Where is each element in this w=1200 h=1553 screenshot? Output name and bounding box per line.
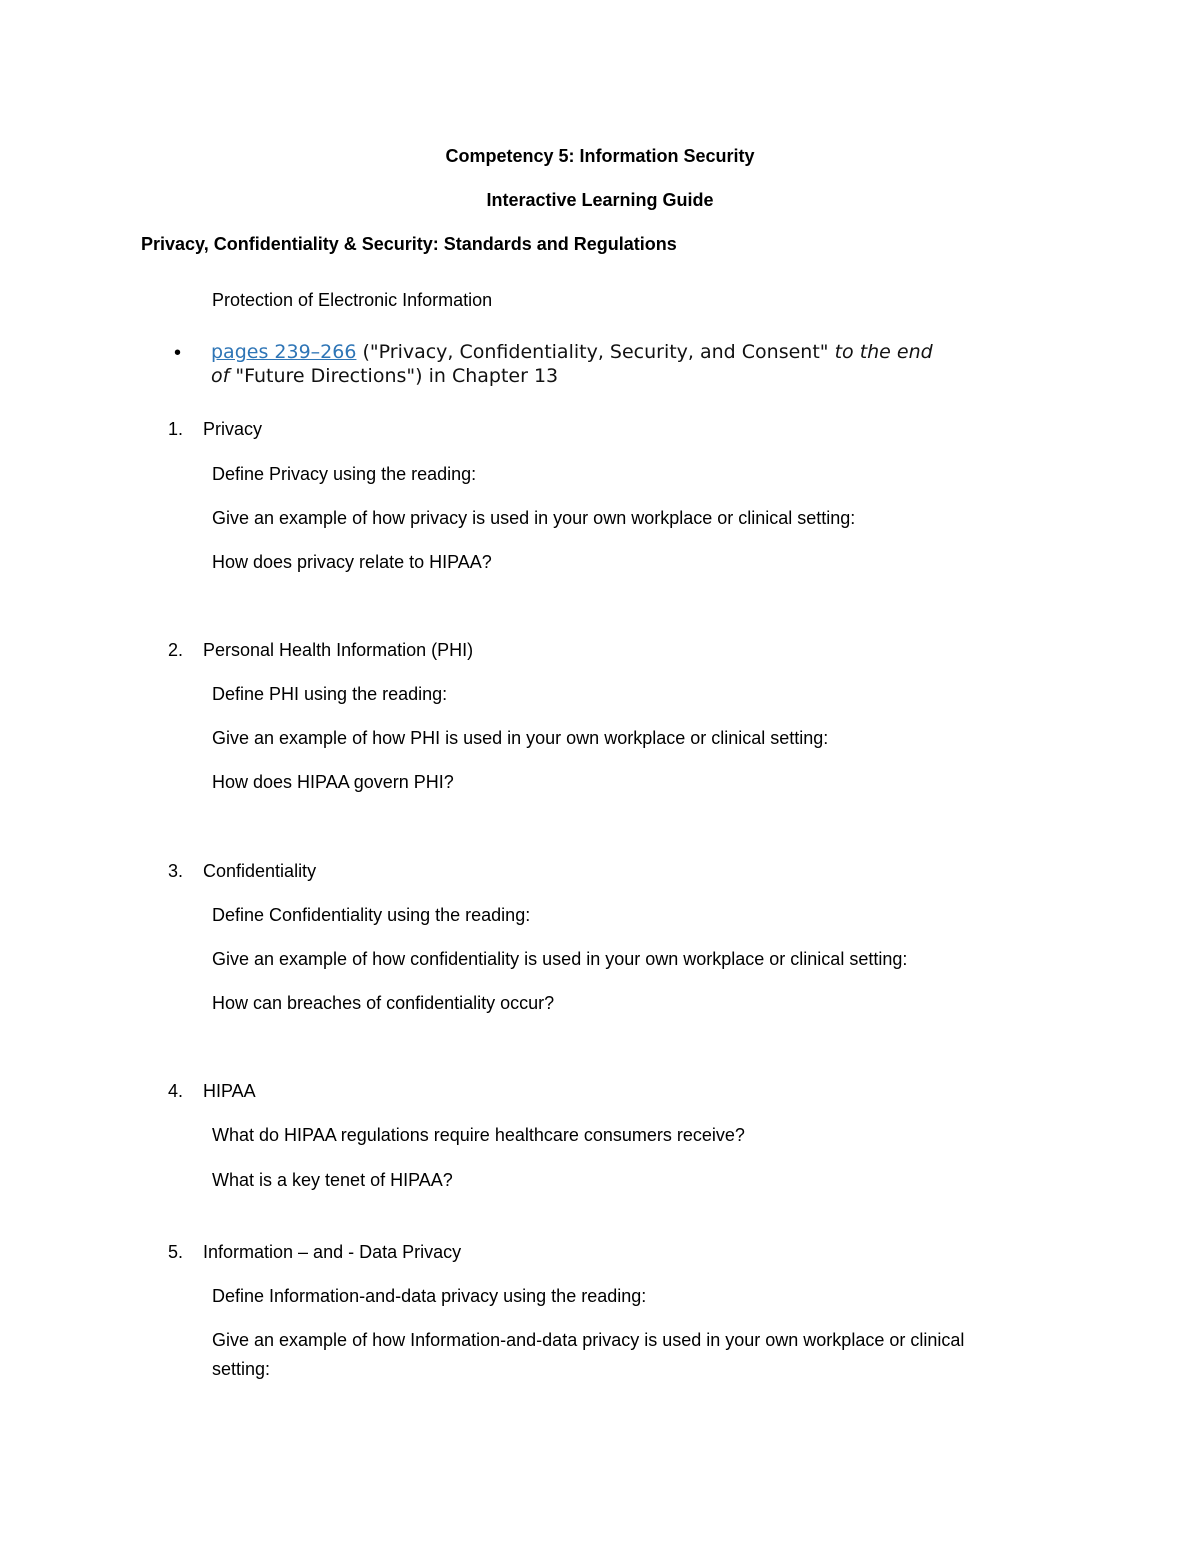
question-text-continued: setting: [212,1359,271,1379]
item-title: Confidentiality [203,861,317,881]
reading-reference-line-1 [211,340,933,364]
reading-chapter-text: "Future Directions") in Chapter 13 [229,365,559,387]
question-text: Give an example of how Information-and-data privacy is used in your own workplace or clinical [212,1330,965,1350]
question-text: How can breaches of confidentiality occur? [212,993,555,1013]
question-text: Define Privacy using the reading: [212,464,477,484]
item-number: 4. [168,1081,184,1101]
question-text: How does HIPAA govern PHI? [212,772,454,792]
question-text: Define Information-and-data privacy using the reading: [212,1286,647,1306]
reading-reference-line-2 [211,364,558,388]
reading-title-text: ("Privacy, Confidentiality, Security, and Consent" [356,341,835,363]
item-title: HIPAA [203,1081,256,1101]
reading-pages-link[interactable]: pages 239–266 [211,341,357,363]
reading-italic-text: to the end [834,341,933,363]
bullet-dot: • [174,342,182,364]
question-text: Define Confidentiality using the reading: [212,905,531,925]
item-number: 1. [168,419,184,439]
section-heading: Privacy, Confidentiality & Security: Standards and Regulations [141,234,677,254]
item-number: 5. [168,1242,184,1262]
question-text: Define PHI using the reading: [212,684,448,704]
topic-heading: Protection of Electronic Information [212,290,493,310]
item-title: Privacy [203,419,263,439]
question-text: What do HIPAA regulations require healthcare consumers receive? [212,1125,745,1145]
item-number: 2. [168,640,184,660]
reading-italic-of: of [211,365,230,387]
document-subtitle: Interactive Learning Guide [486,190,714,210]
question-text: How does privacy relate to HIPAA? [212,552,492,572]
item-number: 3. [168,861,184,881]
question-text: What is a key tenet of HIPAA? [212,1170,453,1190]
question-text: Give an example of how PHI is used in your own workplace or clinical setting: [212,728,829,748]
question-text: Give an example of how privacy is used in your own workplace or clinical setting: [212,508,856,528]
item-title: Personal Health Information (PHI) [203,640,474,660]
item-title: Information – and - Data Privacy [203,1242,462,1262]
document-title: Competency 5: Information Security [445,146,755,166]
question-text: Give an example of how confidentiality is used in your own workplace or clinical setting: [212,949,908,969]
